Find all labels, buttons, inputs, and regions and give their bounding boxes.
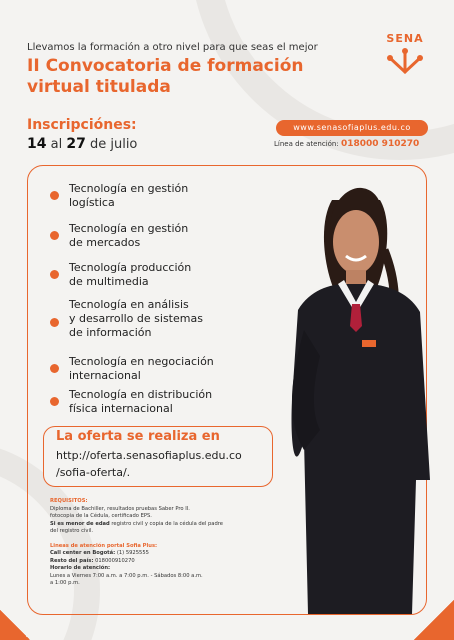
offer-link[interactable] [56, 447, 271, 481]
sena-logo [380, 32, 430, 80]
support-line [50, 550, 290, 558]
page-title [27, 56, 357, 98]
requirements-line: del registro civil. [50, 528, 93, 534]
title-line: virtual titulada [27, 77, 171, 97]
bogota-label: Call center en Bogotá: [50, 550, 116, 556]
course-line: Tecnología en gestión [69, 182, 189, 195]
course-line: Tecnología en gestión [69, 222, 189, 235]
course-line: Tecnología en análisis [69, 298, 189, 311]
course-line: Tecnología en distribución [69, 388, 213, 401]
bullet-icon [50, 191, 59, 200]
course-line: y desarrollo de sistemas [69, 312, 203, 325]
bullet-icon [50, 364, 59, 373]
title-line: II Convocatoria de formación [27, 56, 304, 76]
course-line: logística [69, 196, 115, 209]
corner-accent [0, 610, 30, 640]
requirements-line [50, 521, 290, 529]
face-shape [333, 210, 379, 274]
inscriptions-label: Inscripciónes: [27, 117, 137, 133]
support-line [50, 565, 290, 573]
emblem-shape [362, 340, 376, 347]
requirements-line: Diploma de Bachiller, resultados pruebas Saber Pro II. [50, 505, 190, 512]
hours-label: Horario de atención: [50, 565, 111, 571]
offer-url-line: /sofia-oferta/. [56, 466, 131, 479]
offer-box [43, 426, 273, 487]
course-line: de información [69, 326, 152, 339]
course-line: de mercados [69, 236, 141, 249]
minor-label: Si es menor de edad [50, 520, 110, 527]
offer-title: La oferta se realiza en [56, 429, 220, 444]
logo-text: SENA [386, 32, 424, 45]
support-line [50, 558, 290, 566]
bogota-value: (1) 5925555 [115, 550, 149, 556]
bullet-icon [50, 397, 59, 406]
course-line: Tecnología en negociación [69, 355, 214, 368]
phone-line [274, 139, 419, 149]
country-value: 018000910270 [93, 557, 135, 564]
course-line: Tecnología producción [69, 261, 192, 274]
hours-line: Lunes a Viernes 7:00 a.m. a 7:00 p.m. - Sábados 8:00 a.m. [50, 572, 203, 579]
course-name [69, 298, 203, 340]
minor-text: registro civil y copia de la cédula del padre [109, 520, 223, 527]
end-day: 27 [66, 136, 86, 152]
start-day: 14 [27, 136, 47, 152]
tagline: Llevamos la formación a otro nivel para que seas el mejor [27, 42, 318, 53]
bullet-icon [50, 231, 59, 240]
inscription-dates [27, 136, 137, 152]
phone-number: 018000 910270 [340, 139, 420, 149]
requirements-heading: REQUISITOS: [50, 498, 88, 504]
country-label: Resto del país: [50, 557, 94, 564]
sena-logo-icon [380, 32, 430, 80]
course-line: internacional [69, 369, 141, 382]
requirements-line: fotocopia de la Cédula, certificado EPS. [50, 513, 152, 519]
tie-shape [350, 304, 362, 332]
sweater-shape [292, 284, 431, 614]
date-connector: al [50, 137, 63, 152]
course-name [69, 261, 191, 289]
bullet-icon [50, 318, 59, 327]
course-name [69, 222, 188, 250]
offer-url-line: http://oferta.senasofiaplus.edu.co [56, 449, 242, 462]
bullet-icon [50, 270, 59, 279]
course-name [69, 355, 214, 383]
support-lines-heading: Lineas de atención portal Sofia Plus: [50, 542, 158, 549]
spacer [50, 536, 290, 543]
course-name [69, 182, 188, 210]
course-line: física internacional [69, 402, 173, 415]
student-photo [280, 180, 432, 614]
phone-label: Línea de atención: [274, 140, 339, 148]
website-link[interactable]: www.senasofiaplus.edu.co [276, 120, 428, 136]
course-line: de multimedia [69, 275, 149, 288]
course-name [69, 388, 212, 416]
requirements-block [50, 498, 290, 588]
month: de julio [89, 137, 138, 152]
hours-line: a 1:00 p.m. [50, 580, 80, 586]
